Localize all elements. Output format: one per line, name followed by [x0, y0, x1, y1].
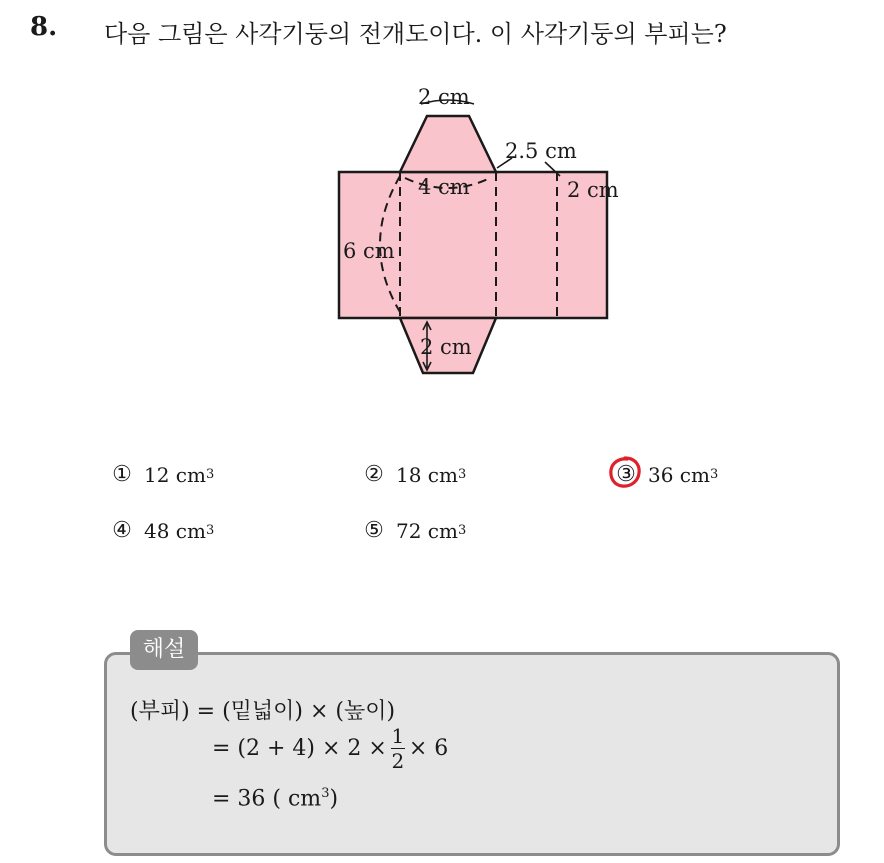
prism-net-figure — [330, 80, 630, 385]
label-side: 2 cm — [567, 178, 619, 202]
label-height: 6 cm — [343, 239, 395, 263]
choice-4[interactable] — [110, 518, 214, 543]
choice-1[interactable] — [110, 462, 214, 487]
fraction-one-half: $\frac{1}{2}$ — [391, 724, 405, 773]
choice-4-mark: ④ — [112, 518, 132, 543]
choice-1-mark: ① — [112, 462, 132, 487]
solution-line-2: = (2 + 4) × 2 × $\frac{1}{2}$ × 6 — [212, 724, 449, 773]
label-trap-height: 2 cm — [420, 335, 472, 359]
choice-2[interactable] — [362, 462, 466, 487]
choice-2-mark: ② — [364, 462, 384, 487]
choice-5-exp: 3 — [457, 523, 467, 538]
choice-3-exp: 3 — [709, 467, 719, 482]
choice-2-value: 18 cm — [396, 462, 458, 487]
label-base: 4 cm — [418, 175, 470, 199]
choice-1-exp: 3 — [205, 467, 215, 482]
choice-5-mark: ⑤ — [364, 518, 384, 543]
top-trapezoid — [400, 116, 496, 172]
choice-3[interactable] — [614, 462, 718, 487]
choice-5[interactable] — [362, 518, 466, 543]
solution-tab: 해설 — [130, 630, 198, 670]
question-number: 8. — [30, 12, 58, 42]
choice-4-value: 48 cm — [144, 518, 206, 543]
question-text: 다음 그림은 사각기둥의 전개도이다. 이 사각기둥의 부피는? — [104, 20, 727, 48]
solution-line-1: (부피) = (밑넓이) × (높이) — [130, 699, 396, 724]
label-top: 2 cm — [418, 85, 470, 109]
choice-1-value: 12 cm — [144, 462, 206, 487]
choice-5-value: 72 cm — [396, 518, 458, 543]
choice-3-value: 36 cm — [648, 462, 710, 487]
choice-2-exp: 3 — [457, 467, 467, 482]
solution-line-3: = 36 ( $cm^3$) — [212, 786, 339, 812]
label-slant: 2.5 cm — [505, 139, 577, 163]
choice-3-mark: ③ — [614, 462, 638, 487]
choice-4-exp: 3 — [205, 523, 215, 538]
